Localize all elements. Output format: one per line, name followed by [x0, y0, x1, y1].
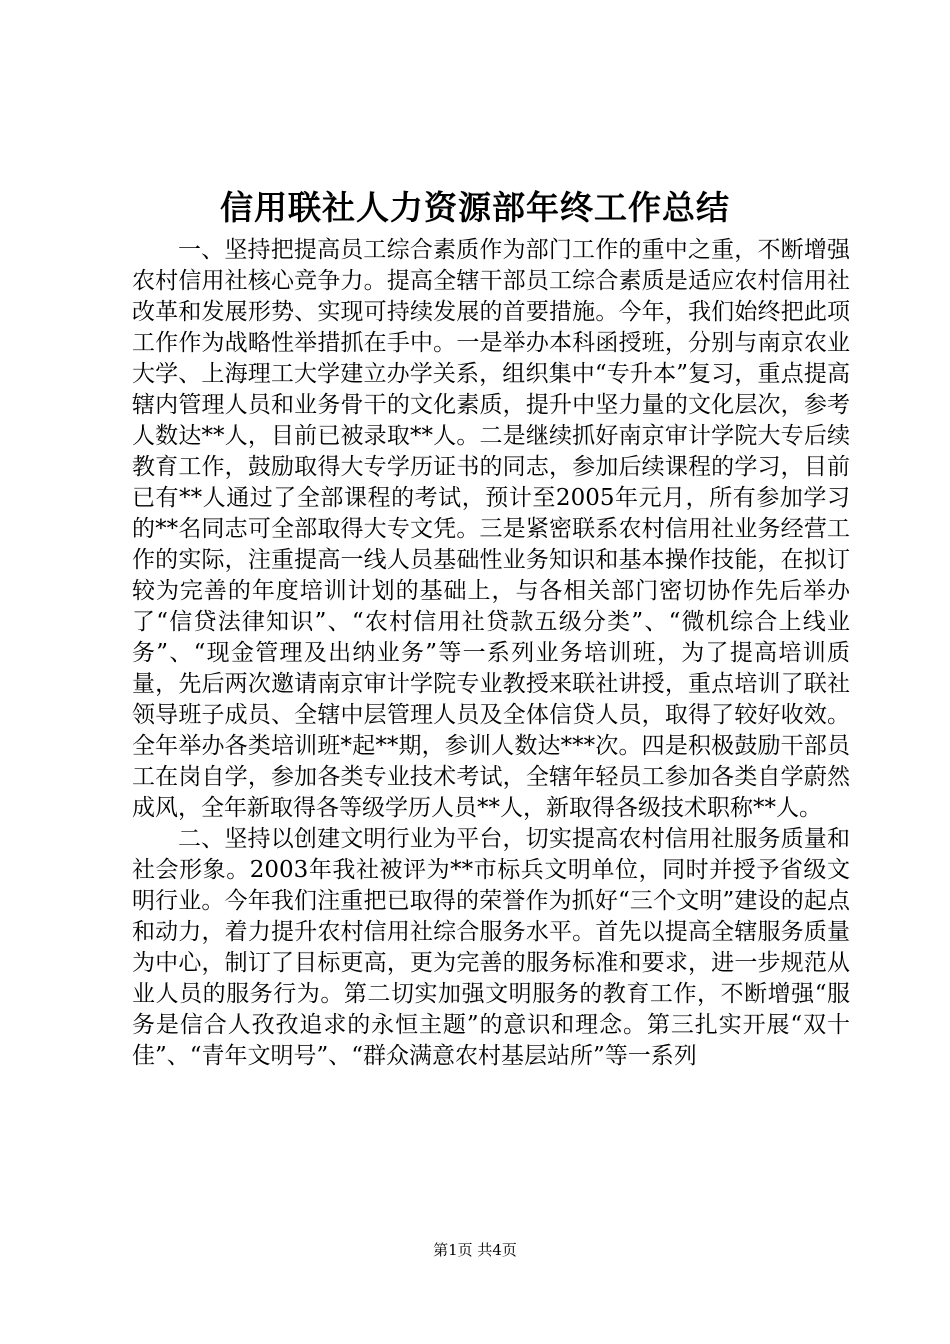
document-title: 信用联社人力资源部年终工作总结 [220, 188, 730, 227]
document-body [132, 235, 850, 1072]
page-footer: 第1页 共4页 [433, 1241, 517, 1259]
paragraph-2: 二、坚持以创建文明行业为平台，切实提高农村信用社服务质量和社会形象。2003年我社被评为**市标兵文明单位，同时并授予省级文明行业。今年我们注重把已取得的荣誉作为抓好“三个文明”建设的起点和动力，着力提升农村信用社综合服务水平。首先以提高全辖服务质量为中心，制订了目标更高，更为完善的服务标准和要求，进一步规范从业人员的服务行为。第二切实加强文明服务的教育工作，不断增强“服务是信合人孜孜追求的永恒主题”的意识和理念。第三扎实开展“双十佳”、“青年文明号”、“群众满意农村基层站所”等一系列 [132, 826, 850, 1069]
paragraph-1: 一、坚持把提高员工综合素质作为部门工作的重中之重，不断增强农村信用社核心竞争力。提高全辖干部员工综合素质是适应农村信用社改革和发展形势、实现可持续发展的首要措施。今年，我们始终把此项工作作为战略性举措抓在手中。一是举办本科函授班，分别与南京农业大学、上海理工大学建立办学关系，组织集中“专升本”复习，重点提高辖内管理人员和业务骨干的文化素质，提升中坚力量的文化层次，参考人数达**人，目前已被录取**人。二是继续抓好南京审计学院大专后续教育工作，鼓励取得大专学历证书的同志，参加后续课程的学习，目前已有**人通过了全部课程的考试，预计至2005年元月，所有参加学习的**名同志可全部取得大专文凭。三是紧密联系农村信用社业务经营工作的实际，注重提高一线人员基础性业务知识和基本操作技能，在拟订较为完善的年度培训计划的基础上，与各相关部门密切协作先后举办了“信贷法律知识”、“农村信用社贷款五级分类”、“微机综合上线业务”、“现金管理及出纳业务”等一系列业务培训班，为了提高培训质量，先后两次邀请南京审计学院专业教授来联社讲授，重点培训了联社领导班子成员、全辖中层管理人员及全体信贷人员，取得了较好收效。全年举办各类培训班*起**期，参训人数达***次。四是积极鼓励干部员工在岗自学，参加各类专业技术考试，全辖年轻员工参加各类自学蔚然成风，全年新取得各等级学历人员**人，新取得各级技术职称**人。 [132, 237, 850, 821]
